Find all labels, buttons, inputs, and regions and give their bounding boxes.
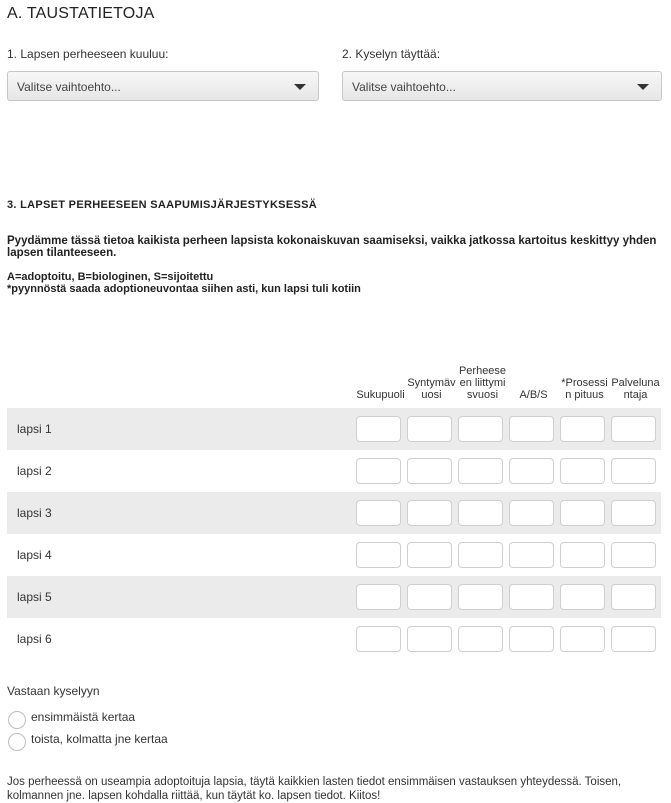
prosessin-pituus-input[interactable] <box>560 416 605 442</box>
palvelunantaja-input[interactable] <box>611 416 656 442</box>
radio-circle[interactable] <box>8 711 26 729</box>
palvelunantaja-input[interactable] <box>611 458 656 484</box>
sukupuoli-input[interactable] <box>356 416 401 442</box>
legend-line-2: *pyynnöstä saada adoptioneuvontaa siihen asti, kun lapsi tuli kotiin <box>7 283 361 295</box>
row-label: lapsi 6 <box>17 632 52 646</box>
abs-input[interactable] <box>509 458 554 484</box>
liittymisvuosi-input[interactable] <box>458 542 503 568</box>
question-4-label: Vastaan kyselyyn <box>7 684 100 698</box>
syntymavuosi-input[interactable] <box>407 416 452 442</box>
abs-input[interactable] <box>509 416 554 442</box>
radio-repeat-label: toista, kolmatta jne kertaa <box>31 732 168 746</box>
footer-note: Jos perheessä on useampia adoptoituja lapsia, täytä kaikkien lasten tiedot ensimmäisen vastauksen yhteydessä. Toisen, kolmannen jne. lapsen kohdalla riittää, kun täytät ko. lapsen tiedot. Kiitos! <box>7 776 622 802</box>
table-row <box>7 534 661 576</box>
question-1-select[interactable] <box>7 71 319 101</box>
abs-input[interactable] <box>509 626 554 652</box>
column-header-syntymavuosi: Syntymävuosi <box>407 377 456 401</box>
column-header-prosessin-pituus: *Prosessin pituus <box>561 377 608 401</box>
sukupuoli-input[interactable] <box>356 542 401 568</box>
radio-circle[interactable] <box>8 733 26 751</box>
prosessin-pituus-input[interactable] <box>560 500 605 526</box>
table-row <box>7 618 661 660</box>
liittymisvuosi-input[interactable] <box>458 500 503 526</box>
syntymavuosi-input[interactable] <box>407 542 452 568</box>
prosessin-pituus-input[interactable] <box>560 584 605 610</box>
palvelunantaja-input[interactable] <box>611 500 656 526</box>
question-2-label: 2. Kyselyn täyttää: <box>342 47 441 61</box>
row-label: lapsi 2 <box>17 464 52 478</box>
table-row <box>7 450 661 492</box>
table-row <box>7 408 661 450</box>
syntymavuosi-input[interactable] <box>407 500 452 526</box>
column-header-abs: A/B/S <box>519 389 548 401</box>
palvelunantaja-input[interactable] <box>611 584 656 610</box>
liittymisvuosi-input[interactable] <box>458 458 503 484</box>
syntymavuosi-input[interactable] <box>407 584 452 610</box>
sukupuoli-input[interactable] <box>356 458 401 484</box>
chevron-down-icon <box>637 84 649 90</box>
row-label: lapsi 1 <box>17 422 52 436</box>
abs-input[interactable] <box>509 542 554 568</box>
palvelunantaja-input[interactable] <box>611 626 656 652</box>
column-header-sukupuoli: Sukupuoli <box>356 389 405 401</box>
question-3-legend <box>7 271 657 295</box>
abs-input[interactable] <box>509 584 554 610</box>
table-row <box>7 492 661 534</box>
row-label: lapsi 3 <box>17 506 52 520</box>
question-3-intro: Pyydämme tässä tietoa kaikista perheen lapsista kokonaiskuvan saamiseksi, vaikka jatkossa kartoitus keskittyy yhden lapsen tilanteeseen. <box>7 235 657 259</box>
question-2-select-value: Valitse vaihtoehto... <box>352 80 456 94</box>
prosessin-pituus-input[interactable] <box>560 542 605 568</box>
radio-first-time-label: ensimmäistä kertaa <box>31 710 136 724</box>
column-header-liittymisvuosi: Perheeseen liittymisvuosi <box>458 365 507 401</box>
question-1-label: 1. Lapsen perheeseen kuuluu: <box>7 47 169 61</box>
abs-input[interactable] <box>509 500 554 526</box>
prosessin-pituus-input[interactable] <box>560 626 605 652</box>
row-label: lapsi 4 <box>17 548 52 562</box>
prosessin-pituus-input[interactable] <box>560 458 605 484</box>
liittymisvuosi-input[interactable] <box>458 584 503 610</box>
legend-line-1: A=adoptoitu, B=biologinen, S=sijoitettu <box>7 271 214 283</box>
sukupuoli-input[interactable] <box>356 584 401 610</box>
liittymisvuosi-input[interactable] <box>458 626 503 652</box>
column-header-palvelunantaja: Palvelunantaja <box>611 377 660 401</box>
chevron-down-icon <box>294 84 306 90</box>
palvelunantaja-input[interactable] <box>611 542 656 568</box>
sukupuoli-input[interactable] <box>356 626 401 652</box>
syntymavuosi-input[interactable] <box>407 458 452 484</box>
section-title: A. TAUSTATIETOJA <box>7 5 155 22</box>
sukupuoli-input[interactable] <box>356 500 401 526</box>
question-2-select[interactable] <box>342 71 662 101</box>
table-row <box>7 576 661 618</box>
question-3-heading: 3. LAPSET PERHEESEEN SAAPUMISJÄRJESTYKSESSÄ <box>7 199 317 211</box>
row-label: lapsi 5 <box>17 590 52 604</box>
question-1-select-value: Valitse vaihtoehto... <box>17 80 121 94</box>
liittymisvuosi-input[interactable] <box>458 416 503 442</box>
syntymavuosi-input[interactable] <box>407 626 452 652</box>
